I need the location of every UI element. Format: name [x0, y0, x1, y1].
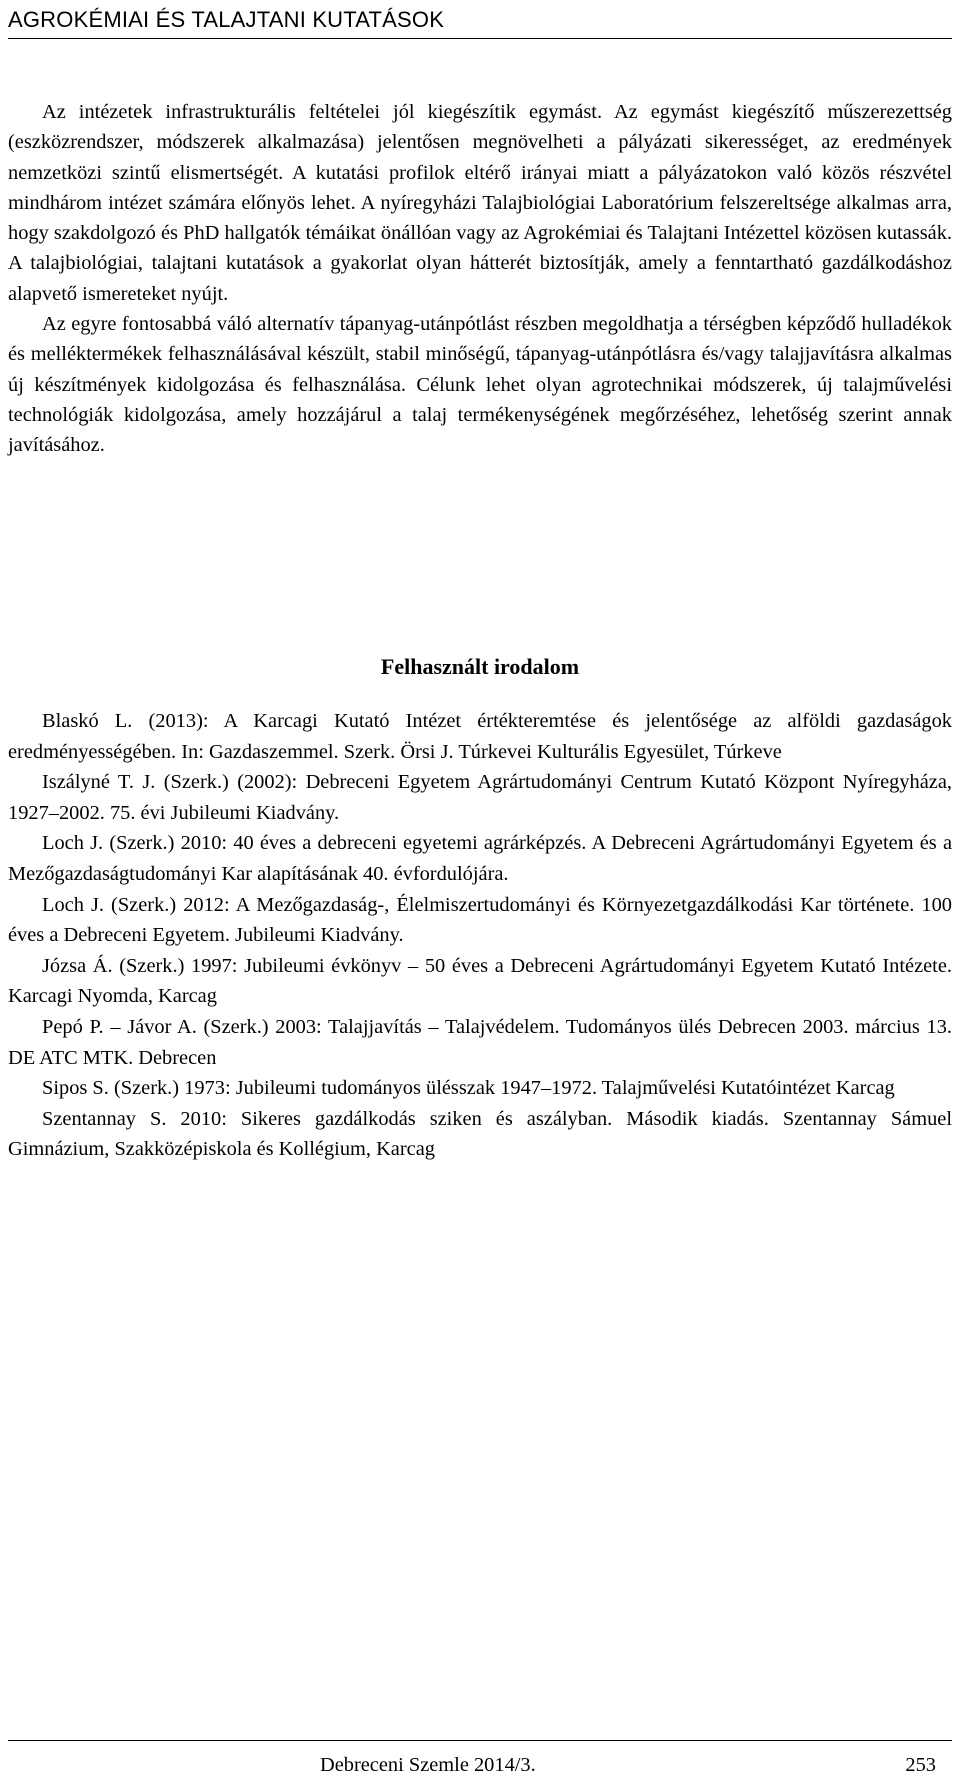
running-header-title: AGROKÉMIAI ÉS TALAJTANI KUTATÁSOK [8, 7, 445, 32]
body-paragraph: Az egyre fontosabbá váló alternatív tápanyag-utánpótlást részben megoldhatja a térségben képződő hulladékok és melléktermékek felhasználásával készült, stabil minőségű, tápanyag-utánpótlásra és/vagy talajjavításra alkalmas új készítmények kidolgozása és felhasználása. Célunk lehet olyan agrotechnikai módszerek, új talajművelési technológiák kidolgozása, amely hozzájárul a talaj termékenységének megőrzéséhez, lehetőség szerint annak javításához. [8, 313, 952, 457]
references-list [8, 706, 952, 1165]
reference-item: Loch J. (Szerk.) 2010: 40 éves a debreceni egyetemi agrárképzés. A Debreceni Agrártudományi Egyetem és a Mezőgazdaságtudományi Kar alapításának 40. évfordulójára. [8, 832, 952, 885]
footer-divider [8, 1740, 952, 1741]
references-heading: Felhasznált irodalom [380, 654, 580, 679]
page-number: 253 [905, 1754, 936, 1776]
page-footer [8, 1750, 952, 1780]
reference-item: Pepó P. – Jávor A. (Szerk.) 2003: Talajjavítás – Talajvédelem. Tudományos ülés Debrecen 2003. március 13. DE ATC MTK. Debrecen [8, 1015, 952, 1069]
reference-item: Józsa Á. (Szerk.) 1997: Jubileumi évkönyv – 50 éves a Debreceni Agrártudományi Egyetem Kutató Intézete. Karcagi Nyomda, Karcag [8, 954, 952, 1008]
reference-item: Iszályné T. J. (Szerk.) (2002): Debreceni Egyetem Agrártudományi Centrum Kutató Központ Nyíregyháza, 1927–2002. 75. évi Jubileumi Kiadvány. [8, 771, 952, 824]
reference-item: Szentannay S. 2010: Sikeres gazdálkodás sziken és aszályban. Második kiadás. Szentannay Sámuel Gimnázium, Szakközépiskola és Kollégium, Karcag [8, 1107, 952, 1161]
reference-item: Sipos S. (Szerk.) 1973: Jubileumi tudományos ülésszak 1947–1972. Talajművelési Kutatóintézet Karcag [42, 1077, 895, 1100]
body-paragraph: Az intézetek infrastrukturális feltételei jól kiegészítik egymást. Az egymást kiegészítő műszerezettség (eszközrendszer, módszerek alkalmazása) jelentősen megnövelheti a pályázati sikerességet, az eredmények nemzetközi szintű elismertségét. A kutatási profilok eltérő irányai miatt a pályázatokon való közös részvétel mindhárom intézet számára előnyös lehet. A nyíregyházi Talajbiológiai Laboratórium felszereltsége alkalmas arra, hogy szakdolgozó és PhD hallgatók témáikat önállóan vagy az Agrokémiai és Talajtani Intézettel közösen kutassák. A talajbiológiai, talajtani kutatások a gyakorlat olyan hátterét biztosítják, amely a fenntartható gazdálkodáshoz alapvető ismereteket nyújt. [8, 101, 952, 305]
reference-item: Blaskó L. (2013): A Karcagi Kutató Intézet értékteremtése és jelentősége az alföldi gazdaságok eredményességében. In: Gazdaszemmel. Szerk. Örsi J. Túrkevei Kulturális Egyesület, Túrkeve [8, 710, 952, 763]
article-body [8, 97, 952, 461]
running-header [8, 2, 952, 39]
reference-item: Loch J. (Szerk.) 2012: A Mezőgazdaság-, Élelmiszertudományi és Környezetgazdálkodási Kar története. 100 éves a Debreceni Egyetem. Jubileumi Kiadvány. [8, 893, 952, 947]
journal-citation: Debreceni Szemle 2014/3. [320, 1754, 536, 1776]
